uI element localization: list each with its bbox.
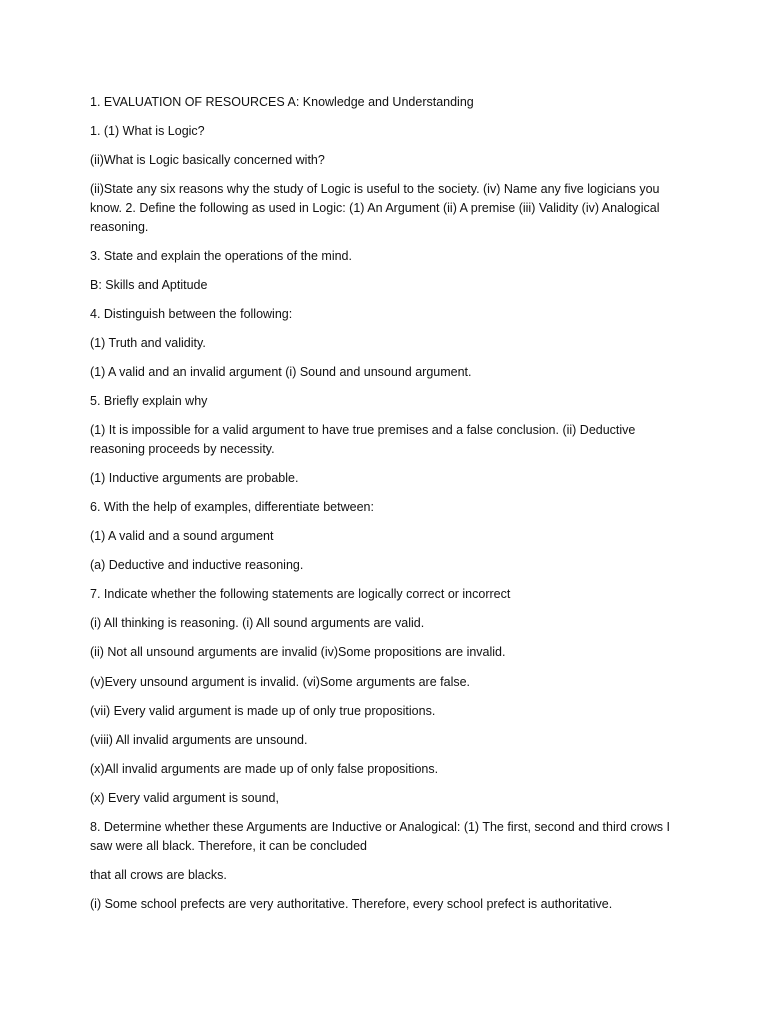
question-7-ix: (x)All invalid arguments are made up of only false propositions. [90,762,439,776]
question-7-ii: (ii) Not all unsound arguments are invalid (iv)Some propositions are invalid. [90,645,506,659]
question-8: 8. Determine whether these Arguments are Inductive or Analogical: (1) The first, second and third crows I saw were all black. Therefore, it can be concluded [90,820,670,853]
question-4-i: (1) Truth and validity. [90,336,206,350]
question-4: 4. Distinguish between the following: [90,307,293,321]
question-7: 7. Indicate whether the following statements are logically correct or incorrect [90,587,511,601]
question-5: 5. Briefly explain why [90,394,208,408]
question-1-iii-iv-2: (ii)State any six reasons why the study of Logic is useful to the society. (iv) Name any five logicians you know. 2. Define the following as used in Logic: (1) An Argument (ii) A premise (iii) Validity (iv) Analogical reasoning. [90,182,660,234]
question-6-ii: (a) Deductive and inductive reasoning. [90,558,304,572]
question-7-i: (i) All thinking is reasoning. (i) All sound arguments are valid. [90,616,425,630]
question-6-i: (1) A valid and a sound argument [90,529,274,543]
question-8-ii: (i) Some school prefects are very authoritative. Therefore, every school prefect is authoritative. [90,897,613,911]
question-7-viii: (viii) All invalid arguments are unsound. [90,733,308,747]
question-8-continued: that all crows are blacks. [90,868,227,882]
question-1-i: 1. (1) What is Logic? [90,124,205,138]
question-7-x: (x) Every valid argument is sound, [90,791,279,805]
question-4-ii: (1) A valid and an invalid argument (i) Sound and unsound argument. [90,365,472,379]
question-1-ii: (ii)What is Logic basically concerned with? [90,153,325,167]
heading-evaluation: 1. EVALUATION OF RESOURCES A: Knowledge and Understanding [90,95,474,109]
question-5-i-ii: (1) It is impossible for a valid argument to have true premises and a false conclusion. (ii) Deductive reasoning proceeds by necessity. [90,423,636,456]
question-5-iii: (1) Inductive arguments are probable. [90,471,299,485]
question-3: 3. State and explain the operations of the mind. [90,249,352,263]
question-7-v: (v)Every unsound argument is invalid. (vi)Some arguments are false. [90,675,471,689]
section-b-heading: B: Skills and Aptitude [90,278,208,292]
question-7-vii: (vii) Every valid argument is made up of only true propositions. [90,704,436,718]
question-6: 6. With the help of examples, differentiate between: [90,500,374,514]
